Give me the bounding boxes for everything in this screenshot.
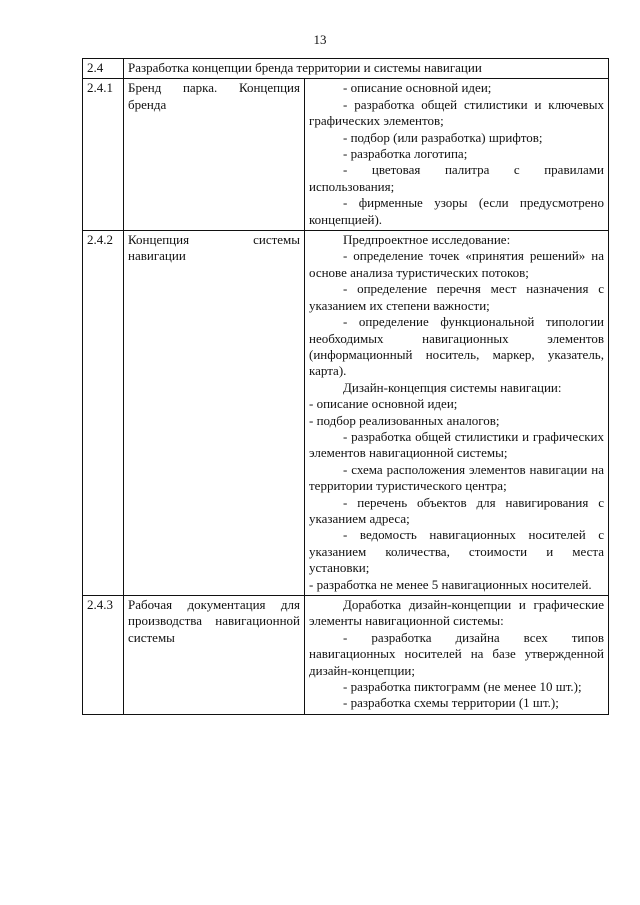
- row-description: [305, 596, 609, 715]
- description-item: - фирменные узоры (если предусмотрено концепцией).: [309, 195, 604, 227]
- page-number: 13: [313, 32, 327, 47]
- description-item: - определение перечня мест назначения с указанием их степени важности;: [309, 281, 604, 313]
- description-item: - разработка общей стилистики и ключевых графических элементов;: [309, 96, 604, 129]
- row-number: 2.4.3: [83, 596, 124, 715]
- row-description: [305, 231, 609, 596]
- description-item: - разработка дизайна всех типов навигационных носителей на базе утвержденной дизайн-концепции;: [309, 629, 604, 678]
- section-number: 2.4: [83, 59, 124, 79]
- description-item: - описание основной идеи;: [343, 80, 492, 96]
- description-item: - разработка логотипа;: [343, 146, 468, 162]
- description-item: - цветовая палитра с правилами использования;: [309, 162, 604, 194]
- description-item: - определение точек «принятия решений» на основе анализа туристических потоков;: [309, 248, 604, 280]
- description-heading: Предпроектное исследование:: [343, 232, 511, 248]
- row-number: 2.4.2: [83, 231, 124, 596]
- table-row: [83, 79, 609, 231]
- row-name: Рабочая документация для производства навигационной системы: [124, 596, 305, 715]
- table-row: [83, 596, 609, 715]
- description-item: - разработка не менее 5 навигационных носителей.: [309, 576, 592, 592]
- table-row: [83, 231, 609, 596]
- description-item: - подбор (или разработка) шрифтов;: [343, 129, 543, 145]
- row-name: Бренд парка. Концепция бренда: [124, 79, 305, 231]
- description-item: - подбор реализованных аналогов;: [309, 412, 500, 428]
- section-header-row: [83, 59, 609, 79]
- row-name: Концепция системы навигации: [124, 231, 305, 596]
- description-item: - перечень объектов для навигирования с указанием адреса;: [309, 494, 604, 526]
- description-item: - описание основной идеи;: [309, 396, 458, 412]
- row-number: 2.4.1: [83, 79, 124, 231]
- description-item: - разработка схемы территории (1 шт.);: [343, 695, 559, 711]
- description-item: - ведомость навигационных носителей с указанием количества, стоимости и места установки;: [309, 527, 604, 576]
- description-heading: Дизайн-концепция системы навигации:: [343, 379, 562, 395]
- description-heading: Доработка дизайн-концепции и графические элементы навигационной системы:: [309, 597, 604, 629]
- specification-table: [82, 58, 609, 715]
- description-item: - схема расположения элементов навигации на территории туристического центра;: [309, 461, 604, 494]
- section-title: Разработка концепции бренда территории и системы навигации: [124, 59, 609, 79]
- description-item: - разработка пиктограмм (не менее 10 шт.);: [343, 679, 582, 695]
- description-item: - разработка общей стилистики и графических элементов навигационной системы;: [309, 428, 604, 461]
- row-description: [305, 79, 609, 231]
- description-item: - определение функциональной типологии необходимых навигационных элементов (информационный носитель, маркер, указатель, карта).: [309, 314, 604, 379]
